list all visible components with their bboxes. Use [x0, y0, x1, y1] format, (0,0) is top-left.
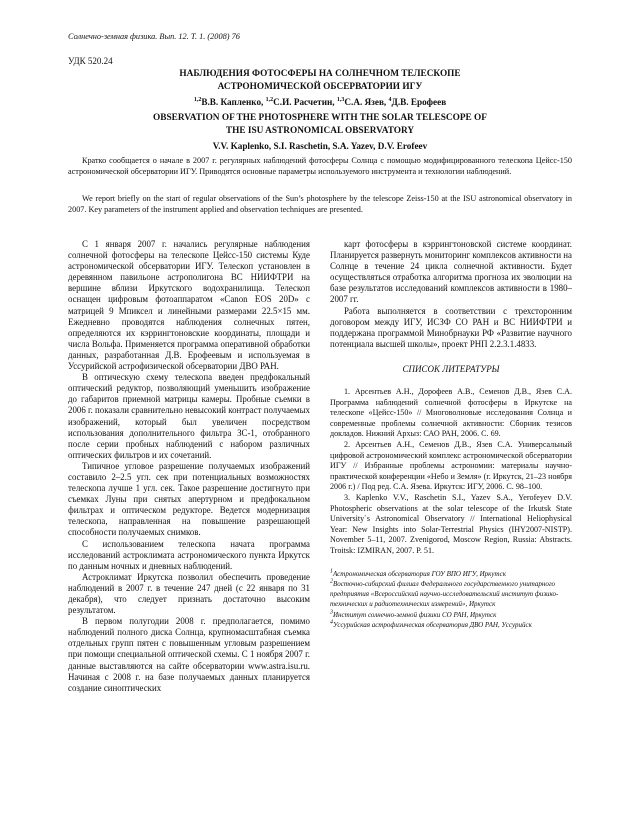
- paragraph: В оптическую схему телескопа введен предфокальный оптический редуктор, позволяющий уменьшить изображение до габаритов приемной матрицы камеры. Пробные съемки в 2006 г. показали сравнительно невысокий контраст получаемых изображений, который был увеличен посредством использования дополнительного фильтра ЗС-1, отобранного после серии пробных наблюдений с набором различных оптических фильтров и их сочетаний.: [68, 372, 310, 460]
- authors-english: V.V. Kaplenko, S.I. Raschetin, S.A. Yazev, D.V. Erofeev: [212, 141, 428, 151]
- title-english: [60, 112, 580, 138]
- references-heading: СПИСОК ЛИТЕРАТУРЫ: [402, 363, 500, 374]
- title-line: THE ISU ASTRONOMICAL OBSERVATORY: [225, 126, 415, 136]
- footnote: [330, 569, 572, 579]
- abstract-russian: Кратко сообщается о начале в 2007 г. регулярных наблюдений фотосферы Солнца с помощью модифицированного телескопа Цейсс-150 астрономической обсерватории ИГУ. Приводятся основные параметры используемого инструмента и технологии наблюдений.: [68, 156, 572, 176]
- journal-header: Солнечно-земная физика. Вып. 12. Т. 1. (2008) 76: [68, 32, 240, 41]
- author: С.А. Язев,: [344, 97, 389, 107]
- paragraph: В первом полугодии 2008 г. предполагается, помимо наблюдений полного диска Солнца, крупномасштабная съемка отдельных групп пятен с повышенным угловым разрешением при помощи специальной оптической схемы. С 1 ноября 2007 г. данные выставляются на сайте обсерватории www.astra.isu.ru. Начиная с 2008 г. на базе получаемых данных планируется создание синоптических: [68, 616, 310, 693]
- affiliation-sup: 4: [388, 96, 392, 103]
- paragraph: Работа выполняется в соответствии с трехсторонним договором между ИГУ, ИСЗФ СО РАН и ВС НИИФТРИ и поддержана программой Минобрнауки РФ «Развитие научного потенциала высшей школы», проект РНП 2.2.3.1.4833.: [330, 305, 572, 349]
- authors-russian: [60, 97, 580, 107]
- body-right-column: [330, 239, 572, 630]
- author: С.И. Расчетин,: [273, 97, 337, 107]
- affiliation-sup: 1,2: [265, 96, 274, 103]
- footnotes: [330, 569, 572, 631]
- author: Д.В. Ерофеев: [391, 97, 447, 107]
- footnote-text: Институт солнечно-земной физики СО РАН, Иркутск: [333, 610, 497, 619]
- footnote-text: Уссурийская астрофизическая обсерватория ДВО РАН, Уссурийск: [333, 621, 532, 630]
- title-russian: [60, 68, 580, 94]
- abstract-english: We report briefly on the start of regular observations of the Sun’s photosphere by the telescope Zeiss-150 at the ISU astronomical observatory in 2007. Key parameters of the instrument applied and observation techniques are presented.: [68, 194, 572, 214]
- reference-item: 3. Kaplenko V.V., Raschetin S.I., Yazev S.A., Yerofeyev D.V. Photospheric observations at the solar telescope of the Irkutsk State University`s Astronomical Observatory // International Heliophysical Year: New Insights into Solar-Terrestrial Physics (IHY2007-NISTP). November 5–11, 2007. Zvenigorod, Moscow Region, Russia: Abstracts. Troitsk: IZMIRAN, 2007. P. 51.: [330, 492, 572, 555]
- affiliation-sup: 1,3: [336, 96, 345, 103]
- paragraph: Типичное угловое разрешение получаемых изображений составило 2–2.5 угл. сек при потенциальных возможностях телескопа лучше 1 угл. сек. Такое разрешение достигнуто при съемках Луны при снятых апертурном и предфокальном фильтрах и оптическом редукторе. Ведется модернизация телескопа, направленная на повышение разрешающей способности получаемых снимков.: [68, 460, 310, 538]
- footnote-sup: 3: [330, 609, 333, 616]
- reference-item: 1. Арсентьев А.Н., Дорофеев А.В., Семенов Д.В., Язев С.А. Программа наблюдений солнечной фотосферы в Иркутске на телескопе «Цейсс-150» // Многоволновые исследования Солнца и современные проблемы солнечной активности: Сборник тезисов докладов. Нижний Архыз: САО РАН, 2006. С. 69.: [330, 387, 572, 439]
- title-line: OBSERVATION OF THE PHOTOSPHERE WITH THE SOLAR TELESCOPE OF: [153, 113, 487, 123]
- affiliation-sup: 1,2: [193, 96, 202, 103]
- title-line: НАБЛЮДЕНИЯ ФОТОСФЕРЫ НА СОЛНЕЧНОМ ТЕЛЕСКОПЕ: [179, 69, 461, 79]
- footnote: [330, 610, 572, 620]
- footnote-text: Восточно-сибирский филиал Федерального государственного унитарного предприятия «Всероссийский научно-исследовательский институт физико-технических и радиотехнических измерений», Иркутск: [330, 579, 559, 609]
- title-line: АСТРОНОМИЧЕСКОЙ ОБСЕРВАТОРИИ ИГУ: [217, 82, 423, 92]
- author: В.В. Капленко,: [201, 97, 266, 107]
- paragraph: С 1 января 2007 г. начались регулярные наблюдения солнечной фотосферы на телескопе Цейсс-150 системы Куде астрономической обсерватории ИГУ. Телескоп установлен в деревянном павильоне астрополигона ВС НИИФТРИ на вершине вблизи Иркутского водохранилища. Телескоп оснащен цифровым фотоаппаратом «Canon EOS 20D» с матрицей 9 Мпиксел и линейными размерами 22.5×15 мм. Ежедневно проводятся наблюдения солнечных пятен, определяются их кэррингтоновские координаты, площади и числа Вольфа. Применяется программа оперативной обработки данных, разработанная Д.В. Ерофеевым и используемая в Уссурийской астрофизической обсерватории ДВО РАН.: [68, 239, 310, 372]
- footnote-sup: 4: [330, 619, 333, 626]
- paragraph: Астроклимат Иркутска позволил обеспечить проведение наблюдений в 2007 г. в течение 247 дней (с 22 января по 31 декабря), что следует признать достаточно высоким результатом.: [68, 571, 310, 616]
- udk-code: УДК 520.24: [68, 56, 113, 66]
- footnote-sup: 1: [330, 568, 333, 575]
- footnote: [330, 579, 572, 610]
- footnote-sup: 2: [330, 578, 333, 585]
- paragraph: карт фотосферы в кэррингтоновской системе координат. Планируется развернуть мониторинг комплексов активности на Солнце в течение 24 цикла солнечной активности. Будет осуществляться отработка алгоритма прогноза их эволюции на базе результатов исследований комплексов активности в 1980–2007 гг.: [330, 239, 572, 305]
- footnote: [330, 620, 572, 630]
- footnote-text: Астрономическая обсерватория ГОУ ВПО ИГУ, Иркутск: [333, 569, 506, 578]
- paragraph: С использованием телескопа начата программа исследований астроклимата астрономического пункта Иркутск по данным ночных и дневных наблюдений.: [68, 538, 310, 571]
- reference-item: 2. Арсентьев А.Н., Семенов Д.В., Язев С.А. Универсальный цифровой астрономический комплекс астрономической обсерватории ИГУ // Избранные проблемы астрономии: материалы научно-практической конференции «Небо и Земля» (г. Иркутск, 21–23 ноября 2006 г.) / Под ред. С.А. Язева. Иркутск: ИГУ, 2006. С. 98–100.: [330, 440, 572, 492]
- body-left-column: [68, 239, 310, 694]
